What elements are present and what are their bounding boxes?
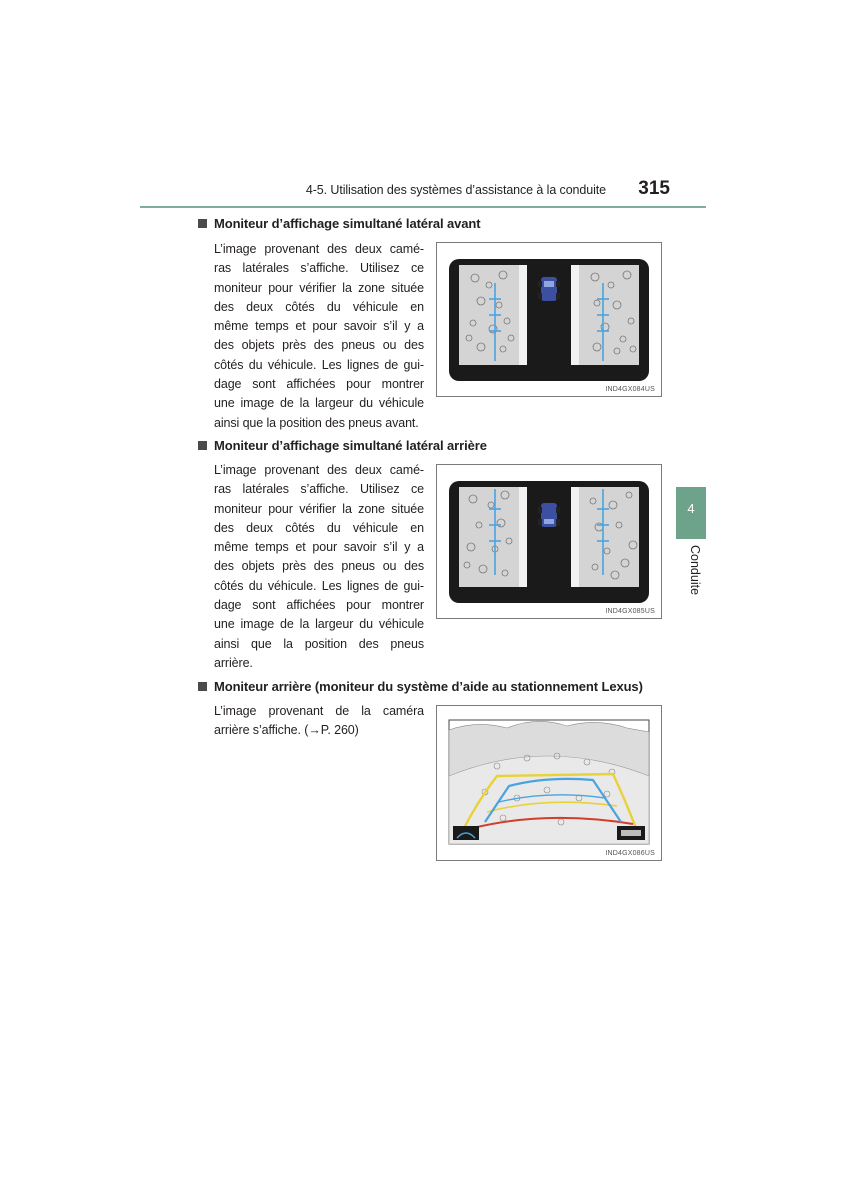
text-line: moniteur pour vérifier la zone située [214,280,424,295]
text-line: dage sont affichées pour montrer [214,598,424,613]
text-line: côtés du véhicule. Les lignes de gui- [214,578,424,593]
figure-code: IND4GX085US [605,608,655,615]
text-line: ras latérales s’affiche. Utilisez ce [214,482,424,497]
text-line: L’image provenant de la caméra [214,704,424,718]
text-line: des objets près des pneus ou des [214,559,424,574]
rear-side-monitor-illustration [437,465,661,618]
text-line: ainsi que la position des pneus avant. [214,415,419,430]
text-line: des objets près des pneus ou des [214,338,424,353]
chapter-tab: 4 [676,487,706,539]
section-body-rear-side [214,461,424,673]
figure-rear-monitor [436,705,662,861]
figure-code: IND4GX084US [605,386,655,393]
section-heading-front-side [198,216,481,231]
text-line: des deux côtés du véhicule en [214,520,424,535]
text-line: ras latérales s’affiche. Utilisez ce [214,261,424,276]
text-line: même temps et pour savoir s’il y a [214,540,424,555]
rear-monitor-illustration [437,706,661,860]
text-line: L’image provenant des deux camé- [214,242,424,256]
text-line: ainsi que la position des pneus [214,636,424,651]
section-body-front-side [214,240,424,433]
text-line: une image de la largeur du véhicule [214,396,424,411]
front-side-monitor-illustration [437,243,661,396]
text-line: des deux côtés du véhicule en [214,299,424,314]
figure-code: IND4GX086US [605,850,655,857]
chapter-label: Conduite [688,545,702,596]
text-line: L’image provenant des deux camé- [214,463,424,477]
section-heading-text: Moniteur d’affichage simultané latéral avant [214,216,481,231]
car-top-view-icon [538,503,560,527]
section-heading-rear-side [198,438,487,453]
header-rule [140,206,706,208]
section-heading-text: Moniteur d’affichage simultané latéral arrière [214,438,487,453]
car-top-view-icon [538,277,560,301]
square-bullet-icon [198,441,207,450]
running-header: 4-5. Utilisation des systèmes d’assistance à la conduite [305,183,606,197]
square-bullet-icon [198,219,207,228]
page-number: 315 [638,178,670,199]
text-line: moniteur pour vérifier la zone située [214,501,424,516]
text-line: même temps et pour savoir s’il y a [214,319,424,334]
figure-rear-side-monitor [436,464,662,619]
section-heading-rear-monitor [198,679,643,694]
text-line: dage sont affichées pour montrer [214,377,424,392]
section-heading-text: Moniteur arrière (moniteur du système d’aide au stationnement Lexus) [214,679,643,694]
text-line: une image de la largeur du véhicule [214,617,424,632]
text-line: arrière s’affiche. (→P. 260) [214,723,359,738]
square-bullet-icon [198,682,207,691]
figure-front-side-monitor [436,242,662,397]
text-line: arrière. [214,655,253,670]
section-body-rear-monitor [214,702,424,741]
text-line: côtés du véhicule. Les lignes de gui- [214,357,424,372]
